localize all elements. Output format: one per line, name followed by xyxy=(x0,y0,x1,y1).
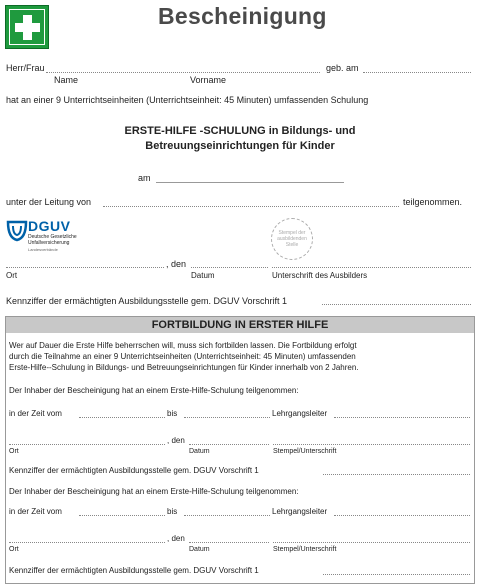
fortbildung-heading: FORTBILDUNG IN ERSTER HILFE xyxy=(6,317,474,333)
teilgenommen-label: teilgenommen. xyxy=(403,197,463,207)
course-date-field[interactable] xyxy=(156,182,344,183)
dguv-name: DGUV xyxy=(28,218,71,234)
lehrgangsleiter-label-1: Lehrgangsleiter xyxy=(272,409,328,418)
kennziffer-field-2[interactable] xyxy=(323,574,470,575)
datum-label: Datum xyxy=(191,271,215,280)
name-field[interactable] xyxy=(46,72,320,73)
datum-field[interactable] xyxy=(191,267,268,268)
comma-den-2: , den xyxy=(167,534,185,543)
inhaber-text-1: Der Inhaber der Bescheinigung hat an einem Erste-Hilfe-Schulung teilgenommen: xyxy=(9,386,299,395)
comma-den: , den xyxy=(166,259,187,269)
ort-field[interactable] xyxy=(6,267,164,268)
datum-field-1[interactable] xyxy=(189,444,269,445)
dguv-sub2: Unfallversicherung xyxy=(28,240,70,246)
dguv-sub3: Landesverbände xyxy=(28,247,58,252)
unterschrift-label: Unterschrift des Ausbilders xyxy=(272,271,368,280)
stempel-label-2: Stempel/Unterschrift xyxy=(273,546,337,553)
bis-field-2[interactable] xyxy=(184,515,270,516)
bis-field-1[interactable] xyxy=(184,417,270,418)
kennziffer-label-1: Kennziffer der ermächtigten Ausbildungsstelle gem. DGUV Vorschrift 1 xyxy=(9,466,259,475)
ort-label-2: Ort xyxy=(9,546,19,553)
ort-field-2[interactable] xyxy=(9,542,165,543)
ort-label-1: Ort xyxy=(9,448,19,455)
first-aid-cross-logo xyxy=(5,5,49,49)
ort-label: Ort xyxy=(6,271,18,280)
course-title-line2: Betreuungseinrichtungen für Kinder xyxy=(145,140,335,152)
signature-field[interactable] xyxy=(272,267,471,268)
lehrgangsleiter-field-2[interactable] xyxy=(334,515,470,516)
intro-line1: Wer auf Dauer die Erste Hilfe beherrschen will, muss sich fortbilden lassen. Die Fortbildung erfolgt xyxy=(9,341,357,350)
dguv-symbol-icon xyxy=(6,220,28,242)
zeit-vom-label-2: in der Zeit vom xyxy=(9,507,62,516)
geb-am-label: geb. am xyxy=(326,63,359,73)
fortbildung-box xyxy=(5,316,475,584)
dguv-logo xyxy=(6,218,96,254)
intro-line2: durch die Teilnahme an einer 9 Unterrichtseinheiten (Unterrichtseinheit: 45 Minuten) umfassenden xyxy=(9,352,356,361)
lehrgangsleiter-field-1[interactable] xyxy=(334,417,470,418)
kennziffer-label: Kennziffer der ermächtigten Ausbildungsstelle gem. DGUV Vorschrift 1 xyxy=(6,296,287,306)
dguv-sub1: Deutsche Gesetzliche xyxy=(28,234,77,240)
birthdate-field[interactable] xyxy=(363,72,471,73)
inhaber-text-2: Der Inhaber der Bescheinigung hat an einem Erste-Hilfe-Schulung teilgenommen: xyxy=(9,487,299,496)
name-label: Name xyxy=(54,75,79,85)
datum-field-2[interactable] xyxy=(189,542,269,543)
instructor-field[interactable] xyxy=(103,206,399,207)
zeit-vom-label-1: in der Zeit vom xyxy=(9,409,62,418)
leitung-label: unter der Leitung von xyxy=(6,197,92,207)
ort-field-1[interactable] xyxy=(9,444,165,445)
kennziffer-label-2: Kennziffer der ermächtigten Ausbildungsstelle gem. DGUV Vorschrift 1 xyxy=(9,566,259,575)
training-statement: hat an einer 9 Unterrichtseinheiten (Unterrichtseinheit: 45 Minuten) umfassenden Schulung xyxy=(6,95,369,105)
comma-den-1: , den xyxy=(167,436,185,445)
kennziffer-field[interactable] xyxy=(322,304,471,305)
am-label: am xyxy=(138,173,151,183)
zeit-vom-field-2[interactable] xyxy=(79,515,165,516)
course-title-line1: ERSTE-HILFE -SCHULUNG in Bildungs- und xyxy=(124,125,356,137)
kennziffer-field-1[interactable] xyxy=(323,474,470,475)
bis-label-2: bis xyxy=(167,507,178,516)
stempel-field-2[interactable] xyxy=(273,542,470,543)
bis-label-1: bis xyxy=(167,409,178,418)
stempel-field-1[interactable] xyxy=(273,444,470,445)
herr-frau-label: Herr/Frau xyxy=(6,63,45,73)
vorname-label: Vorname xyxy=(190,75,227,85)
lehrgangsleiter-label-2: Lehrgangsleiter xyxy=(272,507,328,516)
stamp-area: Stempel der ausbildenden Stelle xyxy=(271,218,313,260)
intro-line3: Erste-Hilfe--Schulung in Bildungs- und Betreuungseinrichtungen für Kinder innerhalb von 2 Jahren. xyxy=(9,363,359,372)
datum-label-2: Datum xyxy=(189,546,210,553)
stempel-label-1: Stempel/Unterschrift xyxy=(273,448,337,455)
page-title: Bescheinigung xyxy=(158,3,327,29)
zeit-vom-field-1[interactable] xyxy=(79,417,165,418)
datum-label-1: Datum xyxy=(189,448,210,455)
